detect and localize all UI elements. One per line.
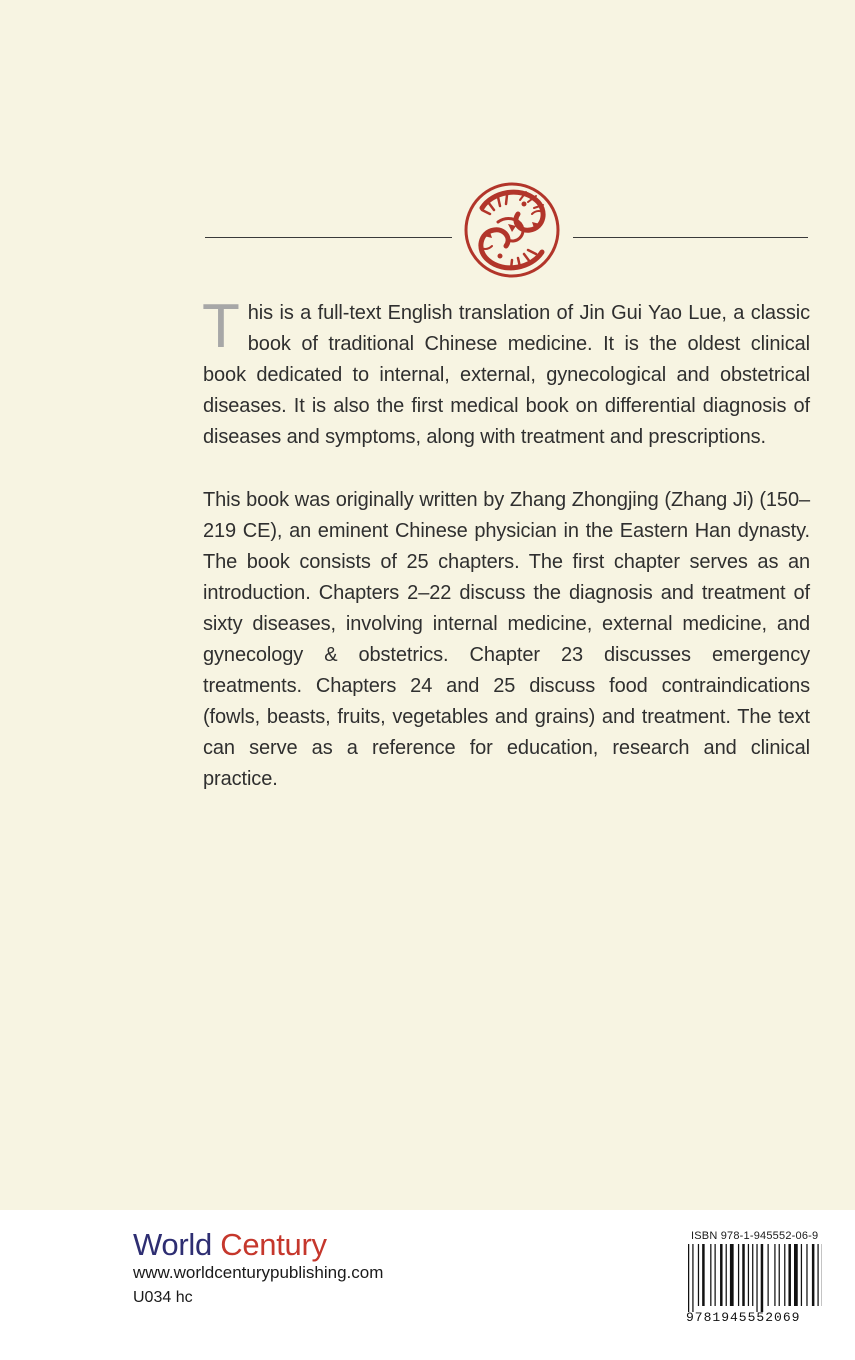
ean-digits: 9781945552069 [686, 1310, 801, 1325]
description-paragraph-1 [202, 292, 810, 453]
barcode-bar [794, 1244, 798, 1306]
isbn-label: ISBN 978-1-945552-06-9 [691, 1230, 819, 1242]
publisher-logo-century: Century [220, 1227, 327, 1262]
barcode-bar [768, 1244, 769, 1306]
barcode-bar [698, 1244, 699, 1306]
barcode-bar [788, 1244, 791, 1306]
barcode-bar [748, 1244, 749, 1306]
description-text [202, 292, 810, 795]
barcode-bar [774, 1244, 775, 1306]
barcode-bar [801, 1244, 802, 1306]
barcode-bar [738, 1244, 739, 1306]
dragon-phoenix-emblem-icon [462, 180, 562, 280]
barcode-bar [710, 1244, 711, 1306]
description-paragraph-1-text: his is a full-text English translation of Jin Gui Yao Lue, a classic book of traditional Chinese medicine. It is the oldest clinical book dedicated to internal, external, gynecological and obstetrical diseases. It is also the first medical book on differential diagnosis of diseases and symptoms, along with treatment and prescriptions. [203, 302, 810, 448]
barcode-bar [817, 1244, 818, 1306]
barcode-bar [702, 1244, 705, 1306]
barcode-bar [761, 1244, 764, 1312]
isbn-barcode [686, 1230, 822, 1325]
barcode-bar [784, 1244, 785, 1306]
product-code: U034 hc [133, 1289, 193, 1306]
barcode-bar [779, 1244, 780, 1306]
publisher-website: www.worldcenturypublishing.com [133, 1263, 384, 1282]
barcode-bar [752, 1244, 753, 1306]
barcode-bar [806, 1244, 807, 1306]
barcode-bar [726, 1244, 727, 1306]
barcode-bars-icon [686, 1244, 822, 1312]
publisher-logo [133, 1227, 327, 1263]
publisher-footer [0, 1210, 855, 1360]
barcode-bar [730, 1244, 734, 1306]
barcode-bar [720, 1244, 723, 1306]
barcode-bar [688, 1244, 689, 1312]
divider-right [573, 237, 808, 238]
barcode-bar [812, 1244, 815, 1306]
barcode-bar [692, 1244, 693, 1312]
drop-cap: T [202, 292, 240, 361]
description-paragraph-2: This book was originally written by Zhang Zhongjing (Zhang Ji) (150–219 CE), an eminent Chinese physician in the Eastern Han dynasty. The book consists of 25 chapters. The first chapter serves as an introduction. Chapters 2–22 discuss the diagnosis and treatment of sixty diseases, involving internal medicine, external medicine, and gynecology & obstetrics. Chapter 23 discusses emergency treatments. Chapters 24 and 25 discuss food contraindications (fowls, beasts, fruits, vegetables and grains) and treatment. The text can serve as a reference for education, research and clinical practice. [203, 489, 810, 790]
publisher-logo-world: World [133, 1227, 212, 1262]
barcode-bar [715, 1244, 716, 1306]
ornament-row [0, 180, 855, 280]
divider-left [205, 237, 452, 238]
barcode-bar [742, 1244, 745, 1306]
barcode-bar [756, 1244, 757, 1312]
